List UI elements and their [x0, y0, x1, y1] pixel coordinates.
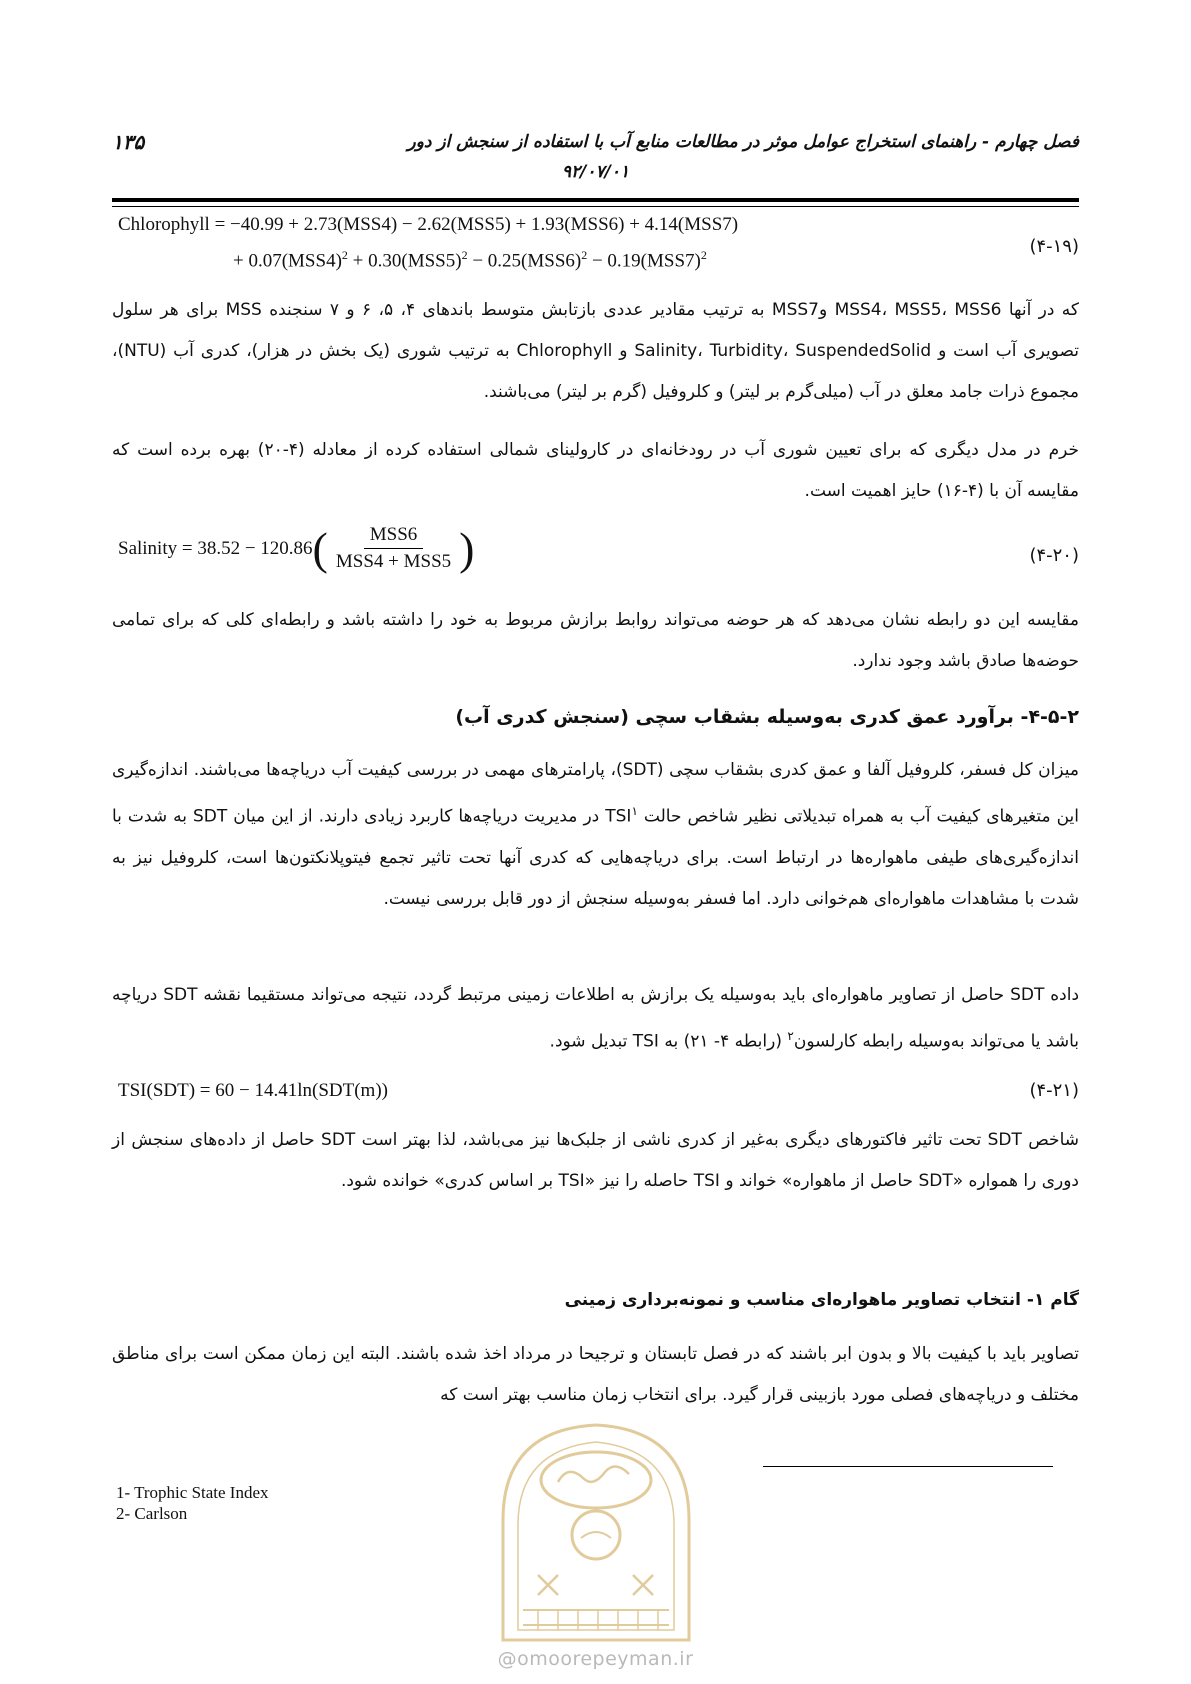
paragraph-sdt-data: داده SDT حاصل از تصاویر ماهواره‌ای باید به‌وسیله یک برازش به اطلاعات زمینی مرتبط گردد، نتیجه می‌تواند مستقیما نقشه SDT دریاچه باشد یا می‌تواند به‌وسیله رابطه کارلسون$^۲$ (رابطه ۴- ۲۱) به TSI تبدیل شود.	[112, 985, 1080, 1052]
equation-19-line1: Chlorophyll = −40.99 + 2.73(MSS4) − 2.62(MSS5) + 1.93(MSS6) + 4.14(MSS7)	[118, 214, 739, 235]
footnote-2: 2- Carlson	[116, 1504, 188, 1523]
equation-19-number: (۴-۱۹)	[1029, 236, 1079, 257]
footnote-rule	[763, 1466, 1053, 1467]
right-paren: )	[459, 522, 475, 574]
equation-20-lhs: Salinity = 38.52 − 120.86	[118, 537, 313, 559]
footnote-ref-2: ۲	[787, 1029, 794, 1043]
paragraph-image-selection: تصاویر باید با کیفیت بالا و بدون ابر باشند که در فصل تابستان و ترجیحا در مرداد اخذ شده باشند. البته این زمان ممکن است برای مناطق مختلف و دریاچه‌های فصلی مورد بازبینی قرار گیرد. برای انتخاب زمان مناسب بهتر است که	[112, 1344, 1079, 1405]
fraction-numerator: MSS6	[364, 524, 424, 549]
running-header-title: فصل چهارم - راهنمای استخراج عوامل موثر در مطالعات منابع آب با استفاده از سنجش از دور	[407, 132, 1079, 152]
equation-20-fraction	[330, 524, 457, 573]
header-rule-thin	[112, 206, 1079, 207]
header-rule-thick	[112, 198, 1079, 202]
fraction-denominator: MSS4 + MSS5	[335, 551, 452, 572]
paragraph-salinity-model: خرم در مدل دیگری که برای تعیین شوری آب در رودخانه‌ای در کارولینای شمالی استفاده کرده از معادله (۴-۲۰) بهره برده است که مقایسه آن با (۴-۱۶) حایز اهمیت است.	[112, 440, 1079, 501]
paragraph-comparison: مقایسه این دو رابطه نشان می‌دهد که هر حوضه می‌تواند روابط برازش مربوط به خود را داشته باشد و رابطه‌ای کلی که برای تمامی حوضه‌ها صادق باشد وجود ندارد.	[112, 610, 1079, 671]
left-paren: (	[312, 522, 328, 574]
equation-21: TSI(SDT) = 60 − 14.41ln(SDT(m))	[118, 1080, 388, 1101]
running-header-date: ۹۲/۰۷/۰۱	[561, 162, 630, 182]
seal-watermark-icon	[483, 1410, 709, 1660]
paragraph-variables: که در آنها MSS4، MSS5، MSS6 وMSS7 به ترتیب مقادیر عددی بازتابش متوسط باندهای ۴، ۵، ۶ و ۷ سنجنده MSS برای هر سلول تصویری آب است و Salinity، Turbidity، SuspendedSolid و Chlorophyll به ترتیب شوری (یک بخش در هزار)، کدری آب (NTU)، مجموع ذرات جامد معلق در آب (میلی‌گرم بر لیتر) و کلروفیل (گرم بر لیتر) می‌باشند.	[112, 300, 1080, 402]
equation-20	[118, 524, 474, 573]
section-heading: ۴-۵-۲- برآورد عمق کدری به‌وسیله بشقاب سچی (سنجش کدری آب)	[455, 706, 1079, 728]
paragraph-sdt-intro: میزان کل فسفر، کلروفیل آلفا و عمق کدری بشقاب سچی (SDT)، پارامترهای مهمی در بررسی کیفیت آب دریاچه‌ها می‌باشند. اندازه‌گیری این متغیرهای کیفیت آب به همراه تبدیلاتی نظیر شاخص حالت TSI$^۱$ در مدیریت دریاچه‌ها کاربرد زیادی دارند. از این میان SDT به شدت با اندازه‌گیری‌های طیفی ماهواره‌ها در ارتباط است. برای دریاچه‌هایی که کدری آنها تحت تاثیر تجمع فیتوپلانکتون‌ها است، کلروفیل نیز به شدت با مشاهدات ماهواره‌ای هم‌خوانی دارد. اما فسفر به‌وسیله سنجش از دور قابل بررسی نیست.	[112, 760, 1080, 909]
page-number: ۱۳۵	[112, 130, 145, 154]
step-heading: گام ۱- انتخاب تصاویر ماهواره‌ای مناسب و نمونه‌برداری زمینی	[564, 1290, 1079, 1310]
footnote-1: 1- Trophic State Index	[116, 1483, 269, 1502]
paragraph-sdt-index: شاخص SDT تحت تاثیر فاکتورهای دیگری به‌غیر از کدری ناشی از جلبک‌ها نیز می‌باشد، لذا بهتر است SDT حاصل از داده‌های سنجش از دوری را همواره «SDT حاصل از ماهواره» خواند و TSI حاصله را نیز «TSI بر اساس کدری» خوانده شود.	[112, 1130, 1079, 1191]
equation-20-number: (۴-۲۰)	[1029, 545, 1079, 566]
equation-21-number: (۴-۲۱)	[1029, 1080, 1079, 1101]
equation-19-line2: + $0.07(MSS4)^2 + 0.30(MSS5)^2 - 0.25(MSS6)^2 - 0.19(MSS7)^2$	[233, 248, 707, 272]
watermark-site: @omoorepeyman.ir	[497, 1648, 694, 1670]
footnote-ref-1: ۱	[631, 804, 638, 818]
